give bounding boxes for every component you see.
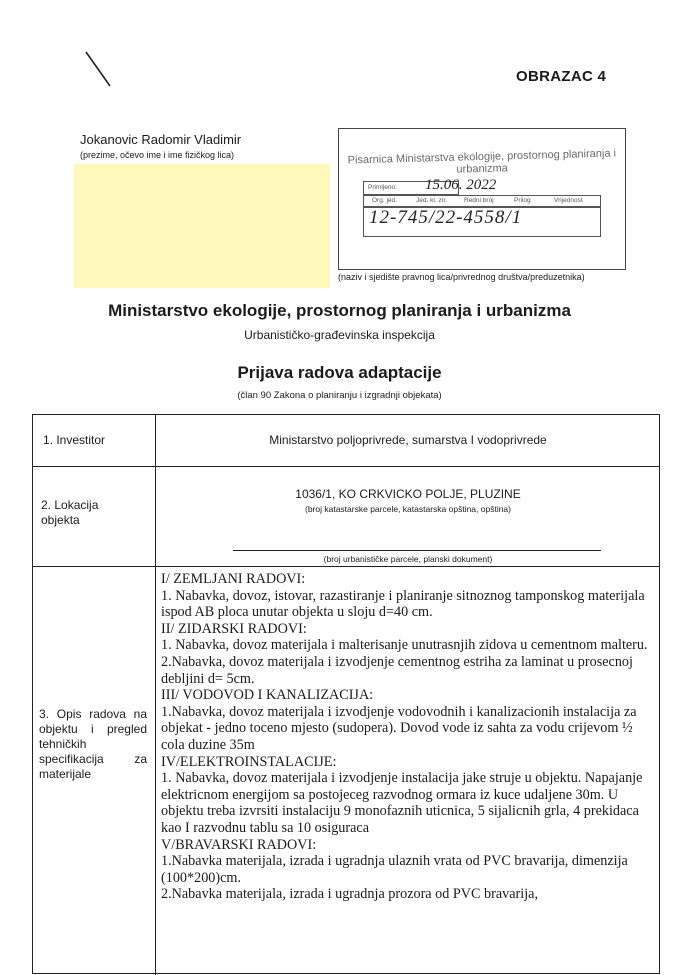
pen-stroke-mark bbox=[84, 50, 114, 90]
location-value: 1036/1, KO CRKVICKO POLJE, PLUZINE bbox=[295, 487, 521, 501]
document-title: Prijava radova adaptacije bbox=[237, 363, 442, 382]
stamp-col-attach: Prilog bbox=[514, 197, 531, 204]
investor-label: 1. Investitor bbox=[43, 433, 106, 447]
urban-caption: (broj urbanističke parcele, planski dokument) bbox=[323, 554, 493, 564]
stamp-col-org: Org. jed. bbox=[372, 197, 397, 204]
description-label: 3. Opis radova na objektu i pregled tehničkih specifikacija za materijale bbox=[39, 707, 147, 781]
stamp-table bbox=[363, 177, 601, 253]
urban-parcel-line bbox=[233, 550, 601, 551]
investor-value: Ministarstvo poljoprivrede, sumarstva I vodoprivrede bbox=[269, 433, 547, 447]
stamp-received-label: Primljeno: bbox=[368, 184, 397, 191]
company-caption: (naziv i sjedište pravnog lica/privrednog društva/preduzetnika) bbox=[338, 272, 585, 282]
stamp-office-title: Pisarnica Ministarstva ekologije, prostornog planiranja i urbanizma bbox=[347, 147, 617, 176]
stamp-col-value: Vrijednost bbox=[554, 197, 583, 204]
person-name: Jokanovic Radomir Vladimir bbox=[80, 132, 242, 147]
registry-stamp bbox=[338, 128, 626, 270]
stamp-received-date: 15.06. 2022 bbox=[425, 177, 497, 193]
location-label: 2. Lokacija objekta bbox=[41, 498, 99, 527]
ministry-name: Ministarstvo ekologije, prostornog planiranja i urbanizma bbox=[108, 301, 571, 320]
person-caption: (prezime, očevo ime i ime fizičkog lica) bbox=[80, 150, 235, 160]
works-description: I/ ZEMLJANI RADOVI: 1. Nabavka, dovoz, istovar, razastiranje i planiranje sitnoznog tamponskog materijala ispod AB ploca unutar objekta u sloju d=40 cm. II/ ZIDARSKI RADOVI: 1. Nabavka, dovoz materijala i malterisanje unutrasnjih zidova u cementnom malteru. 2.Nabavka, dovoz materijala i izvodjenje cementnog estriha za laminat u prosecnoj debljini d= 5cm. III/ VODOVOD I KANALIZACIJA: 1.Nabavka, dovoz materijala i izvodjenje vodovodnih i kanalizacionih instalacija za objekat - jedno toceno mjesto (sudopera). Dovod vode iz sahta za vodu crijevom ½ cola duzine 35m IV/ELEKTROINSTALACIJE: 1. Nabavka, dovoz materijala i izvodjenje instalacija jake struje u objektu. Napajanje elektricnom energijom sa postojeceg razvodnog ormara iz kuce udaljene 30m. U objektu treba izvrsiti instalaciju 9 monofaznih uticnica, 5 sijalicnih grla, 4 prekidaca kao I razvodnu tablu sa 10 osiguraca V/BRAVARSKI RADOVI: 1.Nabavka materijala, izrada i ugradnja ulaznih vrata od PVC bravarija, dimenzija (100*200)cm. 2.Nabavka materijala, izrada i ugradnja prozora od PVC bravarija, bbox=[161, 571, 648, 903]
inspection-department: Urbanističko-građevinska inspekcija bbox=[244, 328, 435, 342]
report-table bbox=[32, 414, 660, 974]
stamp-reference: 12-745/22-4558/1 bbox=[369, 207, 523, 228]
location-caption: (broj katastarske parcele, katastarska opština, opština) bbox=[305, 504, 511, 514]
form-code: OBRAZAC 4 bbox=[516, 68, 607, 85]
stamp-col-seq: Redni broj bbox=[464, 197, 494, 204]
document-subtitle: (član 90 Zakona o planiranju i izgradnji objekata) bbox=[237, 390, 442, 401]
stamp-col-file: Jed. kl. zn. bbox=[416, 197, 448, 204]
redaction-block bbox=[74, 164, 330, 288]
